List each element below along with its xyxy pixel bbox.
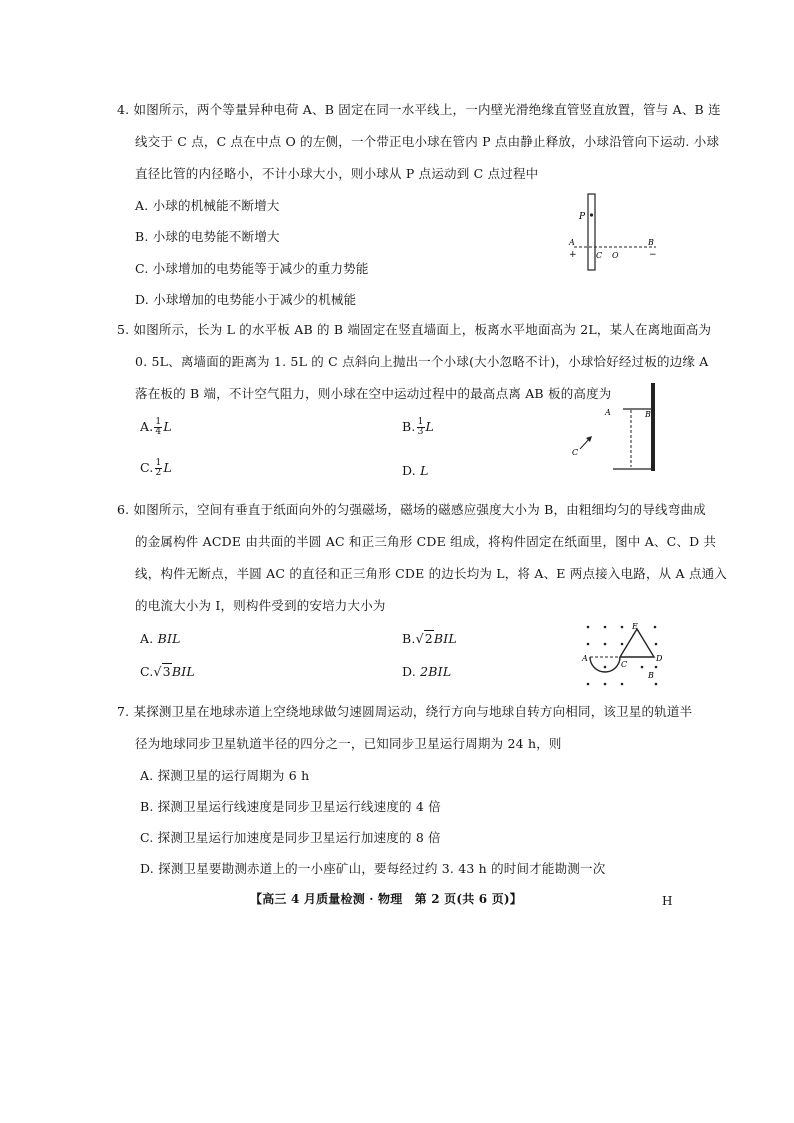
- label-o: O: [612, 251, 619, 260]
- q7-stem-line-2: 径为地球同步卫星轨道半径的四分之一，已知同步卫星运行周期为 24 h，则: [135, 736, 562, 751]
- q4-option-c: C. 小球增加的电势能等于减少的重力势能: [135, 261, 369, 276]
- q5-option-c: [140, 459, 172, 478]
- q5-option-d-var: L: [420, 463, 429, 478]
- q6-option-c-sqrt: √3: [153, 664, 171, 679]
- q6-figure: [580, 620, 670, 695]
- triangle-cde: [620, 629, 654, 657]
- q5-option-c-fraction: [155, 459, 163, 478]
- label-c: C: [621, 660, 628, 669]
- q6-option-d-prefix: D.: [402, 664, 416, 679]
- label-plus: +: [569, 250, 577, 260]
- q5-option-a: [140, 418, 172, 437]
- q4-option-a: A. 小球的机械能不断增大: [135, 198, 280, 213]
- q6-stem-line-1: 6. 如图所示，空间有垂直于纸面向外的匀强磁场，磁场的磁感应强度大小为 B，由粗细均匀的导线弯曲成: [117, 502, 706, 517]
- label-a: A: [569, 238, 575, 247]
- label-c: C: [572, 448, 579, 457]
- label-b: B: [645, 410, 651, 419]
- q6-option-c-prefix: C.: [140, 664, 154, 679]
- q5-option-c-den: 2: [155, 468, 162, 478]
- q4-stem-line-3: 直径比管的内径略小，不计小球大小，则小球从 P 点运动到 C 点过程中: [135, 166, 539, 181]
- label-minus: −: [649, 250, 657, 260]
- label-b: B: [648, 671, 654, 680]
- q5-option-d: [402, 463, 429, 479]
- vertical-tube: [588, 194, 595, 270]
- q6-option-c: [140, 664, 195, 680]
- magnetic-field-dots: [587, 626, 658, 686]
- q5-option-a-var: L: [163, 419, 172, 434]
- q6-option-b: [402, 631, 457, 647]
- q7-option-b: B. 探测卫星运行线速度是同步卫星运行线速度的 4 倍: [140, 799, 441, 814]
- q5-figure: [565, 383, 665, 473]
- ball-p: [590, 213, 593, 216]
- q5-stem-line-2: 0. 5L、离墙面的距离为 1. 5L 的 C 点斜向上抛出一个小球(大小忽略不计)，小球恰好经过板的边缘 A: [135, 354, 709, 369]
- q6-stem-line-2: 的金属构件 ACDE 由共面的半圆 AC 和正三角形 CDE 组成，将构件固定在纸面里，图中 A、C、D 共: [135, 534, 717, 549]
- wall: [651, 383, 655, 471]
- q5-option-b-var: L: [425, 419, 435, 434]
- label-p: P: [579, 212, 586, 222]
- label-e: E: [632, 622, 638, 631]
- q4-option-d: D. 小球增加的电势能小于减少的机械能: [135, 292, 357, 307]
- q5-option-a-prefix: A.: [140, 419, 154, 434]
- q6-option-c-radicand: 3: [162, 664, 171, 679]
- q7-stem-line-1: 7. 某探测卫星在地球赤道上空绕地球做匀速圆周运动，绕行方向与地球自转方向相同，该卫星的轨道半: [117, 704, 693, 719]
- q5-option-c-var: L: [163, 460, 172, 475]
- q6-option-c-text: BIL: [171, 664, 195, 679]
- q5-option-b-fraction: [417, 418, 425, 437]
- q7-option-d: D. 探测卫星要勘测赤道上的一小座矿山，要每经过约 3. 43 h 的时间才能勘测一次: [140, 861, 606, 876]
- q6-option-b-prefix: B.: [402, 631, 416, 646]
- q7-option-c: C. 探测卫星运行加速度是同步卫星运行加速度的 8 倍: [140, 830, 441, 845]
- label-a: A: [582, 654, 588, 663]
- q5-option-b: [402, 418, 434, 437]
- page-mark: H: [662, 894, 673, 908]
- q5-option-a-num: 1: [155, 417, 162, 427]
- q6-option-b-sqrt: √2: [415, 631, 433, 646]
- q6-stem-line-3: 线，构件无断点，半圆 AC 的直径和正三角形 CDE 的边长均为 L，将 A、E 两点接入电路，从 A 点通入: [135, 566, 728, 581]
- q6-option-d: [402, 664, 451, 680]
- q6-option-a-prefix: A.: [140, 631, 154, 646]
- label-d: D: [656, 654, 663, 663]
- q6-stem-line-4: 的电流大小为 I，则构件受到的安培力大小为: [135, 598, 386, 613]
- label-c: C: [596, 251, 603, 260]
- q5-option-b-den: 3: [417, 427, 424, 437]
- q5-option-d-prefix: D.: [402, 463, 416, 478]
- q5-option-a-fraction: [154, 418, 162, 437]
- q6-option-d-text: 2BIL: [420, 664, 452, 679]
- q5-option-b-prefix: B.: [402, 419, 416, 434]
- label-b: B: [648, 238, 654, 247]
- semicircle-ac: [590, 657, 620, 672]
- q5-stem-line-1: 5. 如图所示，长为 L 的水平板 AB 的 B 端固定在竖直墙面上，板离水平地面高为 2L，某人在离地面高为: [117, 322, 712, 337]
- label-a: A: [605, 408, 611, 417]
- page-footer: 【高三 4 月质量检测 · 物理 第 2 页(共 6 页)】: [250, 892, 523, 906]
- q6-option-a: [140, 631, 181, 647]
- q6-option-a-text: BIL: [157, 631, 181, 646]
- q5-option-b-num: 1: [417, 417, 424, 427]
- q4-stem-line-1: 4. 如图所示，两个等量异种电荷 A、B 固定在同一水平线上，一内壁光滑绝缘直管竖直放置，管与 A、B 连: [117, 102, 721, 117]
- q5-option-c-num: 1: [155, 458, 162, 468]
- q6-option-b-text: BIL: [433, 631, 457, 646]
- q5-option-a-den: 4: [155, 427, 162, 437]
- q4-figure: [560, 192, 670, 272]
- q4-option-b: B. 小球的电势能不断增大: [135, 229, 280, 244]
- q4-stem-line-2: 线交于 C 点，C 点在中点 O 的左侧，一个带正电小球在管内 P 点由静止释放，小球沿管向下运动. 小球: [135, 134, 720, 149]
- q6-option-b-radicand: 2: [424, 631, 433, 646]
- q5-stem-line-3: 落在板的 B 端，不计空气阻力，则小球在空中运动过程中的最高点离 AB 板的高度为: [135, 386, 612, 401]
- q7-option-a: A. 探测卫星的运行周期为 6 h: [140, 768, 310, 783]
- q5-option-c-prefix: C.: [140, 460, 154, 475]
